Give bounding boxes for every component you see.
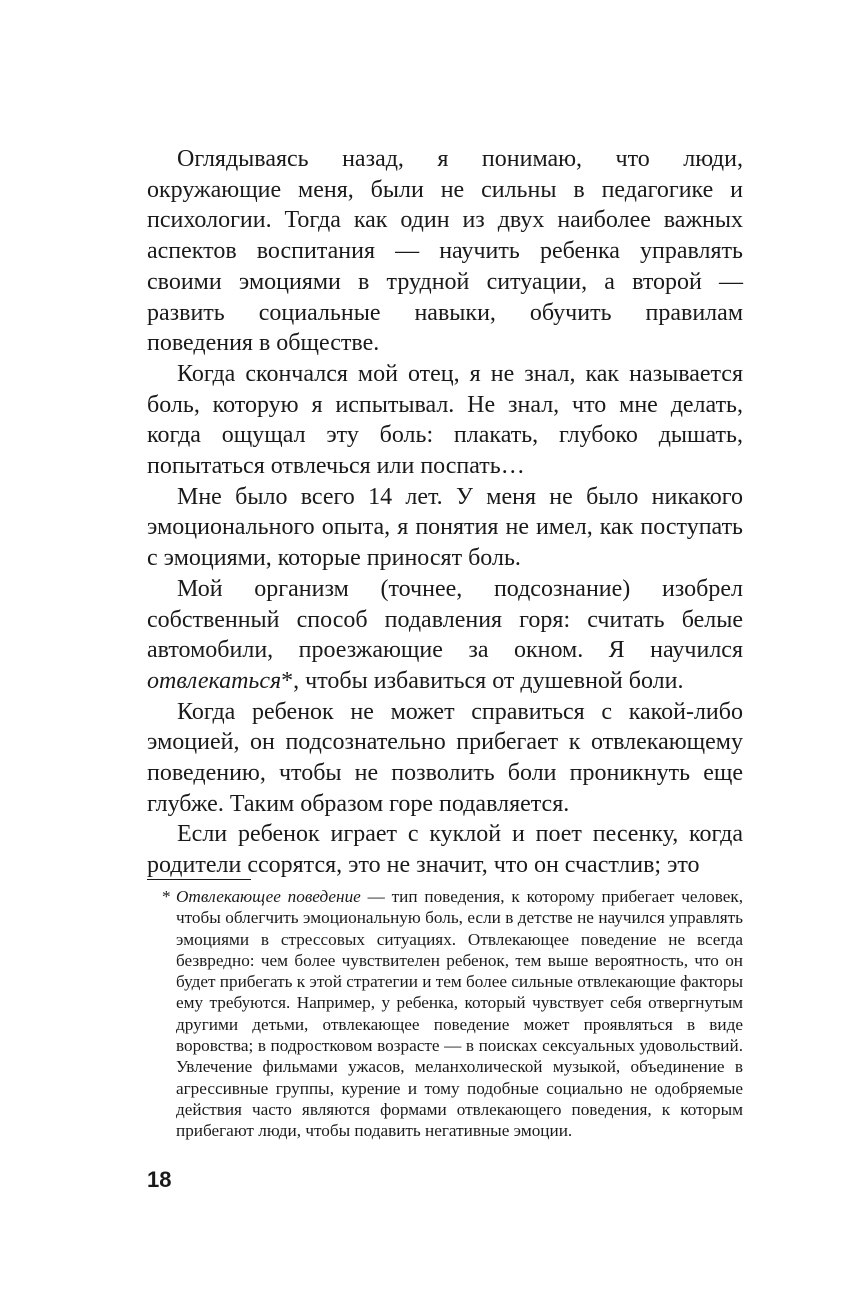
paragraph: Когда ребенок не может справиться с какой-либо эмоцией, он подсознательно прибегает к отвлекающему поведению, чтобы не позволить боли проникнуть еще глубже. Таким образом горе подавляется.	[147, 698, 743, 817]
paragraph: Оглядываясь назад, я понимаю, что люди, окружающие меня, были не сильны в педагогике и психологии. Тогда как один из двух наиболее важных аспектов воспитания — научить ребенка управлять своими эмоциями в трудной ситуации, а второй — развить социальные навыки, обучить правилам поведения в обществе.	[147, 146, 743, 357]
footnote-text	[162, 886, 744, 1142]
footnote-body: — тип поведения, к которому прибегает человек, чтобы облегчить эмоциональную боль, если в детстве не научился управлять эмоциями в стрессовых ситуациях. Отвлекающее поведение не всегда безвредно: чем более чувствителен ребенок, тем выше вероятность, что он будет прибегать к этой стратегии и тем более сильные отвлекающие факторы ему требуются. Например, у ребенка, который чувствует себя отвергнутым другими детьми, отвлекающее поведение может проявляться в виде воровства; в подростковом возрасте — в поисках сексуальных удовольствий. Увлечение фильмами ужасов, меланхолической музыкой, объединение в агрессивные группы, курение и тому подобные социально не одобряемые действия часто являются формами отвлекающего поведения, к которым прибегают люди, чтобы подавить негативные эмоции.	[176, 887, 744, 1141]
footnote-divider	[147, 879, 251, 880]
paragraph-text: Мой организм (точнее, подсознание) изобрел собственный способ подавления горя: считать белые автомобили, проезжающие за окном. Я научился	[147, 575, 743, 664]
paragraph	[147, 574, 743, 697]
page-number: 18	[147, 1167, 172, 1192]
paragraph: Мне было всего 14 лет. У меня не было никакого эмоционального опыта, я понятия не имел, как поступать с эмоциями, которые приносят боль.	[147, 483, 743, 572]
paragraph: Когда скончался мой отец, я не знал, как называется боль, которую я испытывал. Не знал, что мне делать, когда ощущал эту боль: плакать, глубоко дышать, попытаться отвлечься или поспать…	[147, 360, 743, 480]
main-text	[147, 144, 743, 881]
footnote	[162, 886, 744, 1142]
paragraph: Если ребенок играет с куклой и поет песенку, когда родители ссорятся, это не значит, что он счастлив; это	[147, 821, 743, 879]
paragraph-text: *, чтобы избавиться от душевной боли.	[281, 667, 684, 694]
emphasis-term: отвлекаться	[147, 667, 282, 694]
footnote-term: Отвлекающее поведение	[176, 887, 361, 906]
footnote-mark: *	[162, 887, 171, 906]
